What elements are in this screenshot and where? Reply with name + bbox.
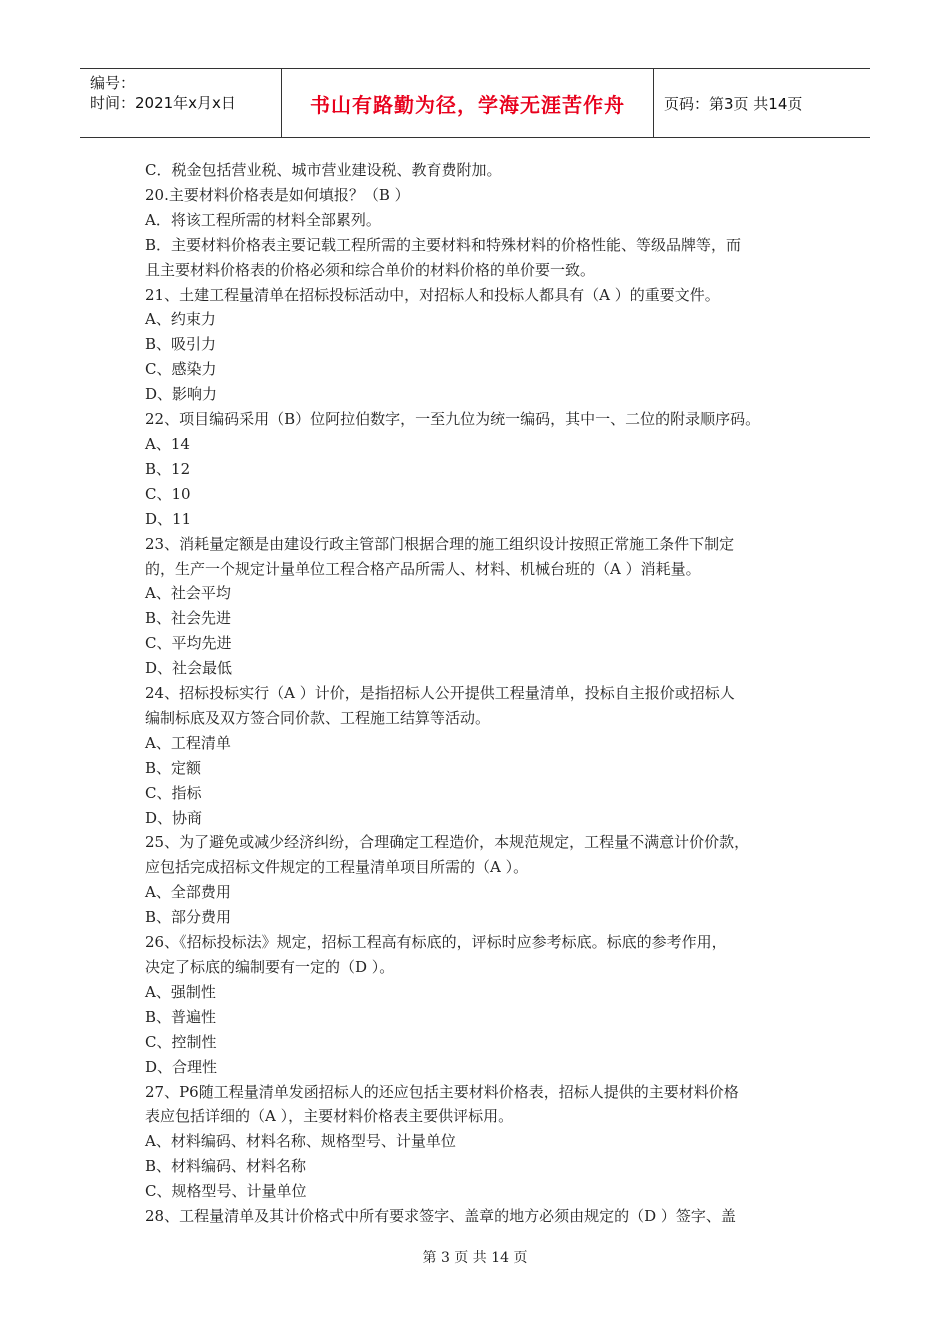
text-line: C、规格型号、计量单位: [145, 1182, 307, 1201]
text-line: 应包括完成招标文件规定的工程量清单项目所需的（A ）。: [145, 858, 529, 877]
text-line: D、社会最低: [145, 659, 233, 678]
text-line: C、10: [145, 484, 191, 503]
text-line: B、吸引力: [145, 335, 217, 354]
text-line: 20.主要材料价格表是如何填报？（B ）: [145, 185, 410, 204]
text-line: 编制标底及双方签合同价款、工程施工结算等活动。: [145, 708, 491, 727]
text-line: B、定额: [145, 758, 202, 777]
text-line: C、感染力: [145, 360, 217, 379]
text-line: D、合理性: [145, 1057, 218, 1076]
page-footer: 第 3 页 共 14 页: [422, 1250, 528, 1266]
text-line: A、材料编码、材料名称、规格型号、计量单位: [145, 1132, 456, 1151]
text-line: 决定了标底的编制要有一定的（D ）。: [145, 958, 395, 976]
text-line: B、12: [145, 459, 191, 478]
header-motto: 书山有路勤为径，学海无涯苦作舟: [282, 69, 654, 137]
text-line: B、社会先进: [145, 609, 232, 628]
text-line: B．主要材料价格表主要记载工程所需的主要材料和特殊材料的价格性能、等级品牌等，而: [145, 235, 742, 254]
text-line: C、控制性: [145, 1032, 217, 1051]
text-line: D、11: [145, 509, 192, 528]
header-meta: [80, 69, 282, 137]
text-line: 且主要材料价格表的价格必须和综合单价的材料价格的单价要一致。: [145, 260, 596, 279]
text-line: A、社会平均: [145, 584, 231, 603]
header-page-number: 页码：第3页 共14页: [664, 94, 803, 113]
text-line: 21、土建工程量清单在招标投标活动中，对招标人和投标人都具有（A ）的重要文件。: [145, 285, 720, 304]
text-line: D、协商: [145, 808, 203, 827]
text-line: A、全部费用: [145, 883, 231, 902]
text-line: C、平均先进: [145, 634, 232, 653]
text-line: A．将该工程所需的材料全部累列。: [145, 210, 381, 229]
text-line: 28、工程量清单及其计价格式中所有要求签字、盖章的地方必须由规定的（D ）签字、盖: [145, 1207, 736, 1226]
page-header: [80, 68, 870, 138]
text-line: A、约束力: [145, 310, 216, 329]
text-line: B、普遍性: [145, 1007, 217, 1026]
document-date: 时间：2021年x月x日: [90, 94, 236, 112]
text-line: 表应包括详细的（A ），主要材料价格表主要供评标用。: [145, 1107, 514, 1126]
text-line: C、指标: [145, 783, 202, 802]
text-line: D、影响力: [145, 385, 218, 404]
text-line: 22、项目编码采用（B）位阿拉伯数字，一至九位为统一编码，其中一、二位的附录顺序码。: [145, 410, 761, 429]
text-line: 27、P6随工程量清单发函招标人的还应包括主要材料价格表，招标人提供的主要材料价格: [145, 1082, 739, 1101]
text-line: 的，生产一个规定计量单位工程合格产品所需人、材料、机械台班的（A ）消耗量。: [145, 559, 701, 578]
text-line: B、材料编码、材料名称: [145, 1157, 307, 1176]
text-line: A、强制性: [145, 982, 216, 1001]
document-number: 编号：: [90, 74, 136, 92]
text-line: 26、《招标投标法》规定，招标工程高有标底的，评标时应参考标底。标底的参考作用，: [145, 933, 727, 952]
text-line: 23、消耗量定额是由建设行政主管部门根据合理的施工组织设计按照正常施工条件下制定: [145, 534, 735, 553]
text-line: A、14: [145, 434, 190, 453]
text-line: 24、招标投标实行（A ）计价，是指招标人公开提供工程量清单，投标自主报价或招标人: [145, 684, 735, 703]
text-line: B、部分费用: [145, 908, 232, 927]
text-line: C．税金包括营业税、城市营业建设税、教育费附加。: [145, 161, 502, 179]
document-body: [145, 158, 825, 1229]
text-line: A、工程清单: [145, 733, 231, 752]
text-line: 25、为了避免或减少经济纠纷，合理确定工程造价，本规范规定，工程量不满意计价价款，: [145, 833, 750, 852]
